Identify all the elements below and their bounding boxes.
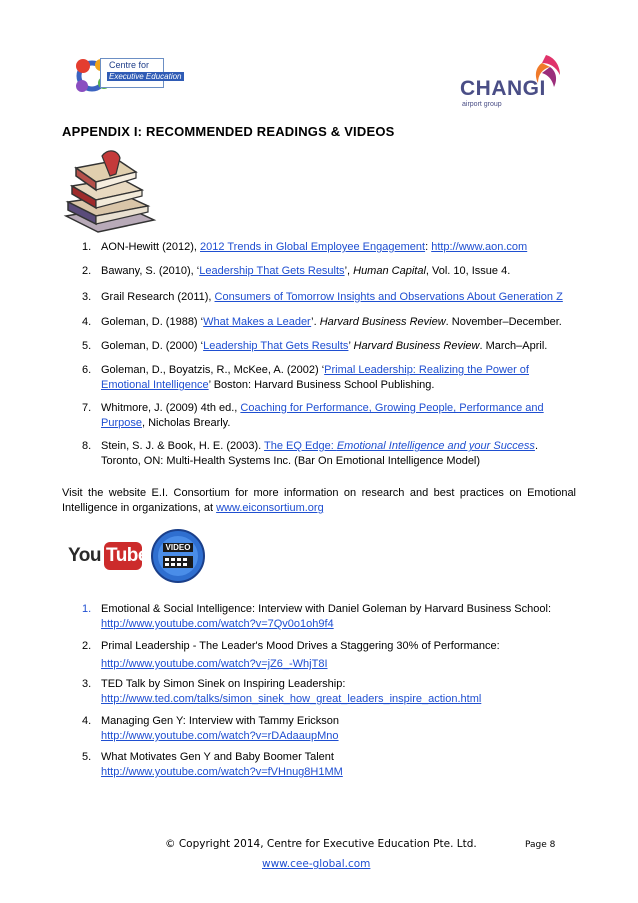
video-title: TED Talk by Simon Sinek on Inspiring Leadership: [101,678,346,690]
reading-text [101,439,576,469]
cee-logo [70,50,182,105]
video-number: 1. [82,603,92,615]
reading-link-part: The EQ Edge: [264,440,337,452]
reading-sep: : [425,241,432,253]
reading-sep: ’. [311,316,320,328]
video-url[interactable]: http://www.youtube.com/watch?v=fVHnug8H1MM [101,766,343,778]
video-url[interactable]: http://www.ted.com/talks/simon_sinek_how_great_leaders_inspire_action.html [101,693,482,705]
youtube-tube: Tube [106,545,148,566]
footer-url[interactable]: www.cee-global.com [262,858,371,870]
reading-source: Harvard Business Review [353,340,480,352]
cee-logo-line2: Executive Education [109,72,182,81]
reading-author: AON-Hewitt (2012), [101,241,201,253]
video-number: 2. [82,640,92,652]
video-icon-label: VIDEO [163,543,193,552]
reading-tail: , Nicholas Brearly. [141,417,231,429]
reading-link[interactable]: Primal Leadership: Realizing the Power of Emotional Intelligence [101,364,529,391]
reading-text [101,264,576,279]
reading-link[interactable]: Consumers of Tomorrow Insights and Observations About Generation Z [214,291,563,303]
reading-link[interactable]: Leadership That Gets Results [199,265,345,277]
changi-logo [458,55,568,110]
consortium-text: Visit the website E.I. Consortium for more information on research and best practices on Emotional Intelligence in organizations, at [62,487,576,514]
reading-text [101,290,576,305]
youtube-you: You [68,545,101,566]
reading-link[interactable]: 2012 Trends in Global Employee Engagement [200,241,426,253]
video-url[interactable]: http://www.youtube.com/watch?v=7Qv0o1oh9f4 [101,618,334,630]
video-globe-icon [150,528,206,584]
video-title: Primal Leadership - The Leader's Mood Drives a Staggering 30% of Performance: [101,640,500,652]
footer-copyright: © Copyright 2014, Centre for Executive Education Pte. Ltd. [165,838,477,850]
reading-text [101,315,576,330]
reading-number: 8. [82,440,92,452]
reading-link[interactable]: Coaching for Performance, Growing People, Performance and Purpose [101,402,544,429]
video-title: Managing Gen Y: Interview with Tammy Erickson [101,715,340,727]
cee-logo-box [100,58,182,88]
reading-number: 5. [82,340,92,352]
reading-link[interactable] [264,440,535,452]
page-title: APPENDIX I: RECOMMENDED READINGS & VIDEOS [62,124,395,139]
books-icon [62,146,158,234]
reading-sep: ’, [344,265,354,277]
reading-text [101,339,576,354]
video-text [101,639,576,672]
reading-number: 6. [82,364,92,376]
reading-number: 1. [82,241,92,253]
reading-author: Stein, S. J. & Book, H. E. (2003). [101,440,265,452]
video-icon [150,528,206,584]
reading-author: Whitmore, J. (2009) 4th ed., [101,402,241,414]
consortium-link[interactable]: www.eiconsortium.org [216,502,324,514]
video-number: 4. [82,715,92,727]
changi-logo-sub: airport group [462,101,502,108]
video-text [101,602,576,632]
reading-tail: , Vol. 10, Issue 4. [425,265,511,277]
consortium-paragraph [62,486,576,516]
video-text [101,750,576,780]
reading-tail: . November–December. [445,316,562,328]
video-text [101,677,576,707]
reading-author: Goleman, D., Boyatzis, R., McKee, A. (2002) ‘ [101,364,325,376]
reading-text [101,401,576,431]
reading-text [101,363,576,393]
reading-source: Human Capital [353,265,426,277]
reading-number: 7. [82,402,92,414]
video-number: 3. [82,678,92,690]
reading-tail: . Toronto, ON: Multi-Health Systems Inc. (Bar On Emotional Intelligence Model) [101,440,538,467]
cee-logo-line1: Centre for [109,60,150,70]
reading-number: 3. [82,291,92,303]
reading-tail: ’ Boston: Harvard Business School Publishing. [208,379,435,391]
reading-link-italic: Emotional Intelligence and your Success [336,440,535,452]
video-text [101,714,576,744]
changi-logo-name: CHANGI [460,77,546,100]
reading-link[interactable]: What Makes a Leader [203,316,312,328]
reading-author: Grail Research (2011), [101,291,215,303]
reading-author: Bawany, S. (2010), ‘ [101,265,200,277]
reading-text [101,240,576,255]
video-title: Emotional & Social Intelligence: Interview with Daniel Goleman by Harvard Business School: [101,603,551,615]
reading-tail: . March–April. [479,340,548,352]
reading-source: Harvard Business Review [319,316,446,328]
video-url[interactable]: http://www.youtube.com/watch?v=jZ6_-WhjT8I [101,658,328,670]
reading-author: Goleman, D. (2000) ‘ [101,340,204,352]
reading-url[interactable]: http://www.aon.com [431,241,528,253]
reading-number: 4. [82,316,92,328]
footer-page-number: Page 8 [525,840,556,850]
youtube-logo [64,527,148,589]
reading-link[interactable]: Leadership That Gets Results [203,340,349,352]
video-number: 5. [82,751,92,763]
reading-number: 2. [82,265,92,277]
reading-author: Goleman, D. (1988) ‘ [101,316,204,328]
reading-sep: ’ [348,340,354,352]
video-title: What Motivates Gen Y and Baby Boomer Talent [101,751,334,763]
video-url[interactable]: http://www.youtube.com/watch?v=rDAdaaupMno [101,730,339,742]
